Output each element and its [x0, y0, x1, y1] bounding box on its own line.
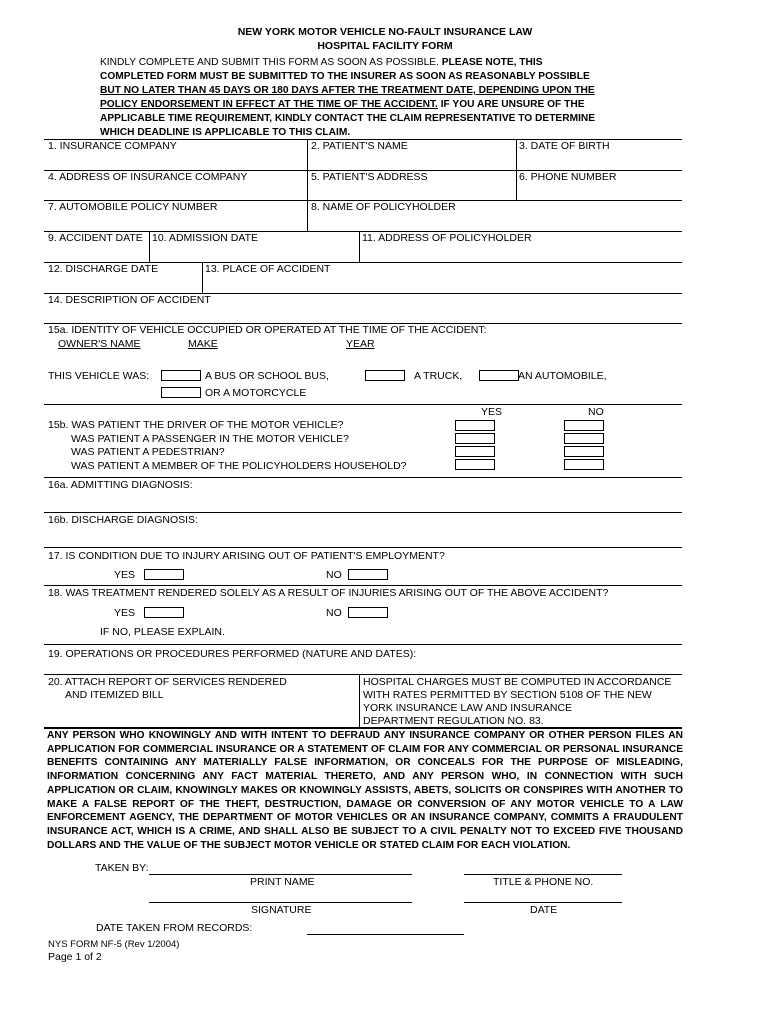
field-policyholder-address[interactable]: 11. ADDRESS OF POLICYHOLDER: [362, 232, 532, 244]
pedestrian-yes-checkbox[interactable]: [455, 446, 495, 457]
field-policy-number[interactable]: 7. AUTOMOBILE POLICY NUMBER: [48, 201, 218, 213]
q17-yes-label: YES: [114, 569, 136, 581]
field-admitting-diagnosis[interactable]: 16a. ADMITTING DIAGNOSIS:: [48, 479, 193, 491]
field-discharge-diagnosis[interactable]: 16b. DISCHARGE DIAGNOSIS:: [48, 514, 198, 526]
q18-no-label: NO: [326, 607, 342, 619]
taken-by-label: TAKEN BY:: [95, 862, 149, 874]
row-rule-14: [44, 674, 682, 675]
field-vehicle-identity: 15a. IDENTITY OF VEHICLE OCCUPIED OR OPERATED AT THE TIME OF THE ACCIDENT:: [48, 324, 487, 336]
print-name-label: PRINT NAME: [250, 876, 315, 888]
instructions-line-1: [100, 56, 543, 70]
instructions-line-5: APPLICABLE TIME REQUIREMENT, KINDLY CONTACT THE CLAIM REPRESENTATIVE TO DETERMINE: [100, 113, 596, 124]
q17-yes-checkbox[interactable]: [144, 569, 184, 580]
bus-label: A BUS OR SCHOOL BUS,: [205, 370, 329, 382]
motorcycle-label: OR A MOTORCYCLE: [205, 387, 307, 399]
title-phone-line[interactable]: [464, 874, 622, 875]
hospital-note-3: YORK INSURANCE LAW AND INSURANCE: [363, 702, 573, 714]
title-phone-label: TITLE & PHONE NO.: [493, 876, 594, 888]
field-policyholder-name[interactable]: 8. NAME OF POLICYHOLDER: [311, 201, 456, 213]
col-rule-2: [307, 139, 308, 231]
field-operations-performed[interactable]: 19. OPERATIONS OR PROCEDURES PERFORMED (NATURE AND DATES):: [48, 648, 417, 660]
q17-no-checkbox[interactable]: [348, 569, 388, 580]
q15b-driver: 15b. WAS PATIENT THE DRIVER OF THE MOTOR VEHICLE?: [48, 419, 344, 431]
date-label: DATE: [530, 904, 558, 916]
row-rule-10: [44, 512, 682, 513]
yes-column-header: YES: [481, 406, 503, 418]
q18-yes-label: YES: [114, 607, 136, 619]
hospital-note-2: WITH RATES PERMITTED BY SECTION 5108 OF THE NEW: [363, 689, 652, 701]
vehicle-type-label: THIS VEHICLE WAS:: [48, 370, 150, 382]
field-place-of-accident[interactable]: 13. PLACE OF ACCIDENT: [205, 263, 331, 275]
date-taken-line[interactable]: [307, 934, 464, 935]
q20-line-1: 20. ATTACH REPORT OF SERVICES RENDERED: [48, 676, 287, 688]
q17-no-label: NO: [326, 569, 342, 581]
year-label[interactable]: YEAR: [346, 338, 375, 350]
field-insurance-address[interactable]: 4. ADDRESS OF INSURANCE COMPANY: [48, 171, 248, 183]
household-yes-checkbox[interactable]: [455, 459, 495, 470]
col-rule-3: [516, 139, 517, 170]
col-rule-10: [149, 231, 150, 262]
date-taken-label: DATE TAKEN FROM RECORDS:: [96, 922, 253, 934]
household-no-checkbox[interactable]: [564, 459, 604, 470]
passenger-no-checkbox[interactable]: [564, 433, 604, 444]
form-title: NEW YORK MOTOR VEHICLE NO-FAULT INSURANCE LAW: [237, 26, 533, 38]
instructions-line-3: BUT NO LATER THAN 45 DAYS OR 180 DAYS AFTER THE TREATMENT DATE, DEPENDING UPON THE: [100, 85, 595, 96]
q15b-passenger: WAS PATIENT A PASSENGER IN THE MOTOR VEHICLE?: [71, 433, 349, 445]
row-rule-11: [44, 547, 682, 548]
instructions-line-1-plain: KINDLY COMPLETE AND SUBMIT THIS FORM AS SOON AS POSSIBLE.: [100, 57, 442, 68]
instructions-line-4: [100, 98, 585, 112]
hospital-note-1: HOSPITAL CHARGES MUST BE COMPUTED IN ACCORDANCE: [363, 676, 672, 688]
make-label[interactable]: MAKE: [188, 338, 218, 350]
q18-yes-checkbox[interactable]: [144, 607, 184, 618]
q18-treatment: 18. WAS TREATMENT RENDERED SOLELY AS A RESULT OF INJURIES ARISING OUT OF THE ABOVE ACCIDENT?: [48, 587, 609, 599]
col-rule-11: [359, 231, 360, 262]
driver-yes-checkbox[interactable]: [455, 420, 495, 431]
field-discharge-date[interactable]: 12. DISCHARGE DATE: [48, 263, 159, 275]
page-number: Page 1 of 2: [48, 951, 102, 963]
row-rule-9: [44, 477, 682, 478]
signature-line[interactable]: [149, 902, 412, 903]
q20-line-2: AND ITEMIZED BILL: [65, 689, 164, 701]
row-rule-13: [44, 644, 682, 645]
q18-no-checkbox[interactable]: [348, 607, 388, 618]
q18-explain[interactable]: IF NO, PLEASE EXPLAIN.: [100, 626, 225, 638]
instructions-line-1-bold: PLEASE NOTE, THIS: [441, 57, 543, 68]
instructions-line-4-rest: IF YOU ARE UNSURE OF THE: [437, 99, 585, 110]
passenger-yes-checkbox[interactable]: [455, 433, 495, 444]
field-patient-name[interactable]: 2. PATIENT'S NAME: [311, 140, 408, 152]
form-id: NYS FORM NF-5 (Rev 1/2004): [48, 939, 180, 950]
truck-checkbox[interactable]: [365, 370, 405, 381]
signature-label: SIGNATURE: [251, 904, 312, 916]
pedestrian-no-checkbox[interactable]: [564, 446, 604, 457]
automobile-label: AN AUTOMOBILE,: [518, 370, 607, 382]
instructions-line-4-underlined: POLICY ENDORSEMENT IN EFFECT AT THE TIME OF THE ACCIDENT.: [100, 99, 438, 110]
no-column-header: NO: [588, 406, 604, 418]
instructions-line-6: WHICH DEADLINE IS APPLICABLE TO THIS CLAIM.: [100, 127, 351, 138]
form-subtitle: HOSPITAL FACILITY FORM: [317, 40, 453, 52]
bus-checkbox[interactable]: [161, 370, 201, 381]
q15b-household: WAS PATIENT A MEMBER OF THE POLICYHOLDERS HOUSEHOLD?: [71, 460, 407, 472]
instructions-line-2: COMPLETED FORM MUST BE SUBMITTED TO THE INSURER AS SOON AS REASONABLY POSSIBLE: [100, 71, 590, 82]
field-date-of-birth[interactable]: 3. DATE OF BIRTH: [519, 140, 610, 152]
col-rule-6: [516, 170, 517, 200]
driver-no-checkbox[interactable]: [564, 420, 604, 431]
motorcycle-checkbox[interactable]: [161, 387, 201, 398]
hospital-note-4: DEPARTMENT REGULATION NO. 83.: [363, 715, 544, 727]
field-phone-number[interactable]: 6. PHONE NUMBER: [519, 171, 617, 183]
automobile-checkbox[interactable]: [479, 370, 519, 381]
field-accident-date[interactable]: 9. ACCIDENT DATE: [48, 232, 143, 244]
owners-name-label[interactable]: OWNER'S NAME: [58, 338, 141, 350]
q15b-pedestrian: WAS PATIENT A PEDESTRIAN?: [71, 446, 225, 458]
fraud-warning: ANY PERSON WHO KNOWINGLY AND WITH INTENT TO DEFRAUD ANY INSURANCE COMPANY OR OTHER PERSON FILES AN APPLICATION FOR COMMERCIAL INSURANCE OR A STATEMENT OF CLAIM FOR ANY COMMERCIAL OR PERSONAL INSURANCE BENEFITS CONTAINING ANY MATERIALLY FALSE INFORMATION, OR CONCEALS FOR THE PURPOSE OF MISLEADING, INFORMATION CONCERNING ANY FACT MATERIAL THERETO, AND ANY PERSON WHO, IN CONNECTION WITH SUCH APPLICATION OR CLAIM, KNOWINGLY MAKES OR KNOWINGLY ASSISTS, ABETS, SOLICITS OR CONSPIRES WITH ANOTHER TO MAKE A FALSE REPORT OF THE THEFT, DESTRUCTION, DAMAGE OR CONVERSION OF ANY MOTOR VEHICLE TO A LAW ENFORCEMENT AGENCY, THE DEPARTMENT OF MOTOR VEHICLES OR AN INSURANCE COMPANY, COMMITS A FRAUDULENT INSURANCE ACT, WHICH IS A CRIME, AND SHALL ALSO BE SUBJECT TO A CIVIL PENALTY NOT TO EXCEED FIVE THOUSAND DOLLARS AND THE VALUE OF THE SUBJECT MOTOR VEHICLE OR STATED CLAIM FOR EACH VIOLATION.: [47, 730, 683, 851]
field-insurance-company[interactable]: 1. INSURANCE COMPANY: [48, 140, 177, 152]
field-accident-description[interactable]: 14. DESCRIPTION OF ACCIDENT: [48, 294, 211, 306]
print-name-line[interactable]: [149, 874, 412, 875]
row-rule-8: [44, 404, 682, 405]
q17-employment: 17. IS CONDITION DUE TO INJURY ARISING OUT OF PATIENT'S EMPLOYMENT?: [48, 550, 445, 562]
col-rule-13: [202, 262, 203, 293]
field-admission-date[interactable]: 10. ADMISSION DATE: [152, 232, 258, 244]
truck-label: A TRUCK,: [414, 370, 463, 382]
field-patient-address[interactable]: 5. PATIENT'S ADDRESS: [311, 171, 428, 183]
row-rule-12: [44, 585, 682, 586]
date-line[interactable]: [464, 902, 622, 903]
col-rule-20: [359, 674, 360, 727]
